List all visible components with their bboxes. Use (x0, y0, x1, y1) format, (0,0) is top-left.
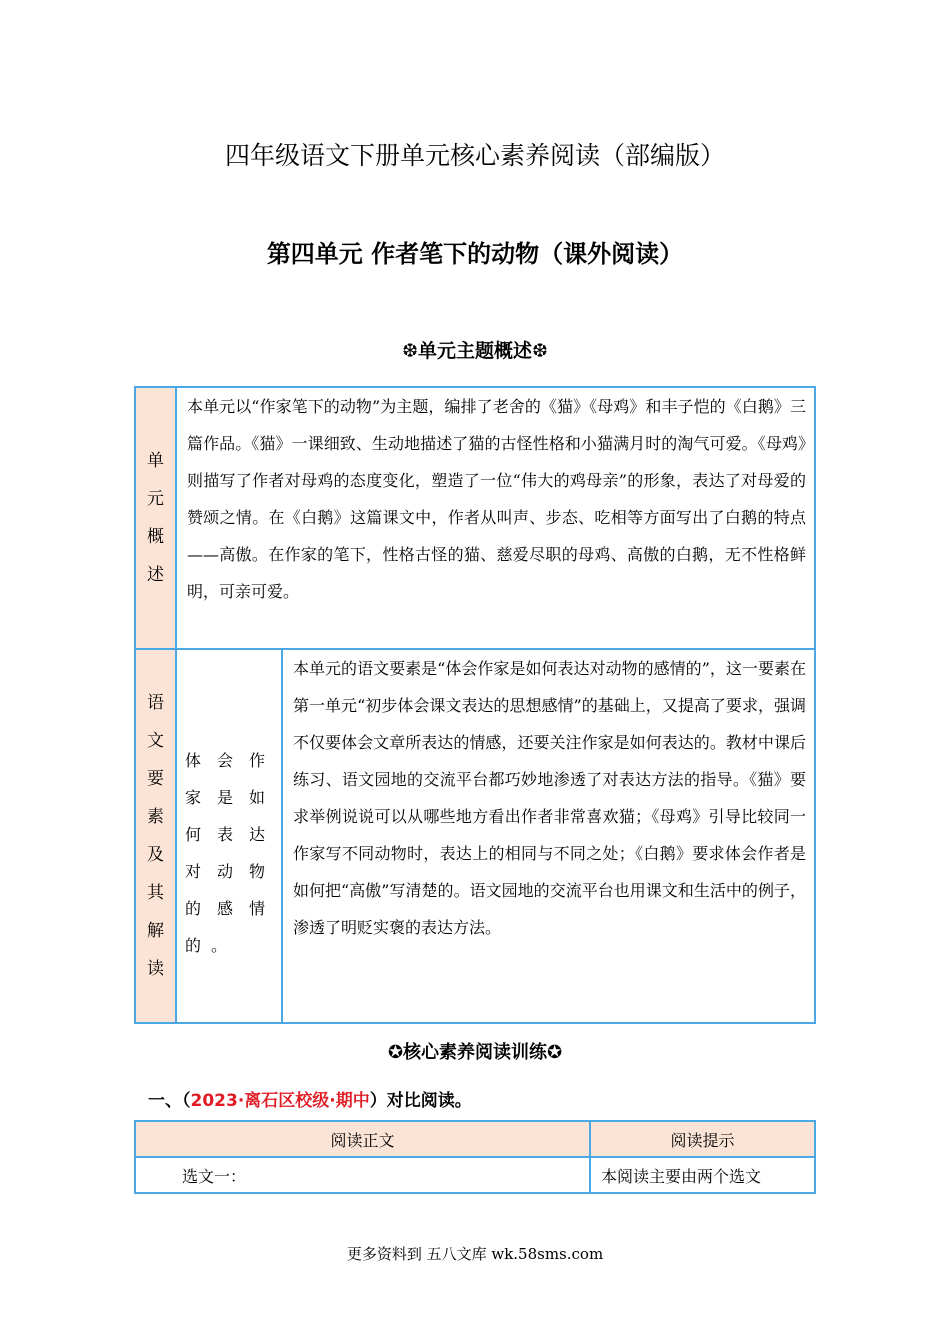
col-header-passage: 阅读正文 (135, 1121, 590, 1157)
question-number: 一、（ (148, 1091, 191, 1111)
overview-label: 单元概述 (147, 451, 164, 585)
footer-text: 更多资料到 五八文库 wk.58sms.com (346, 1245, 604, 1263)
document-title: 四年级语文下册单元核心素养阅读（部编版） (224, 141, 725, 170)
question-heading (148, 1086, 472, 1111)
overview-text: 本单元以“作家笔下的动物”为主题，编排了老舍的《猫》《母鸡》和丰子恺的《白鹅》三篇作品。《猫》一课细致、生动地描述了猫的古怪性格和小猫满月时的淘气可爱。《母鸡》则描写了作者对母鸡的态度变化，塑造了一位“伟大的鸡母亲”的形象，表达了对母爱的赞颂之情。在《白鹅》这篇课文中，作者从叫声、步态、吃相等方面写出了白鹅的特点——高傲。在作家的笔下，性格古怪的猫、慈爱尽职的母鸡、高傲的白鹅，无不性格鲜明，可亲可爱。 (176, 387, 815, 649)
element-interpretation: 本单元的语文要素是“体会作家是如何表达对动物的感情的”，这一要素在第一单元“初步体会课文表达的思想感情”的基础上，又提高了要求，强调不仅要体会文章所表达的情感，还要关注作家是如何表达的。教材中课后练习、语文园地的交流平台都巧妙地渗透了对表达方法的指导。《猫》要求举例说说可以从哪些地方看出作者非常喜欢猫；《母鸡》引导比较同一作家写不同动物时，表达上的相同与不同之处；《白鹅》要求体会作者是如何把“高傲”写清楚的。语文园地的交流平台也用课文和生活中的例子，渗透了明贬实褒的表达方法。 (282, 649, 815, 1023)
unit-title: 第四单元 作者笔下的动物（课外阅读） (266, 240, 684, 268)
element-label: 语文要素及其解读 (147, 693, 164, 979)
overview-label-cell (135, 387, 176, 649)
question-source: 2023·离石区校级·期中 (190, 1091, 370, 1111)
col-header-tips: 阅读提示 (590, 1121, 815, 1157)
reading-table (134, 1120, 816, 1194)
overview-row (135, 387, 815, 649)
reading-tip: 本阅读主要由两个选文 (590, 1157, 815, 1193)
question-instruction: ）对比阅读。 (369, 1091, 472, 1111)
reading-table-row (135, 1157, 815, 1193)
element-row (135, 649, 815, 1023)
training-heading: ✪核心素养阅读训练✪ (387, 1042, 563, 1063)
overview-heading: ❆单元主题概述❆ (402, 340, 548, 362)
element-label-cell (135, 649, 176, 1023)
reading-table-header (135, 1121, 815, 1157)
passage-one-label: 选文一： (135, 1157, 590, 1193)
element-summary: 体会作家是如何表达对动物的感情的。 (176, 649, 282, 1023)
unit-overview-table (134, 386, 816, 1024)
